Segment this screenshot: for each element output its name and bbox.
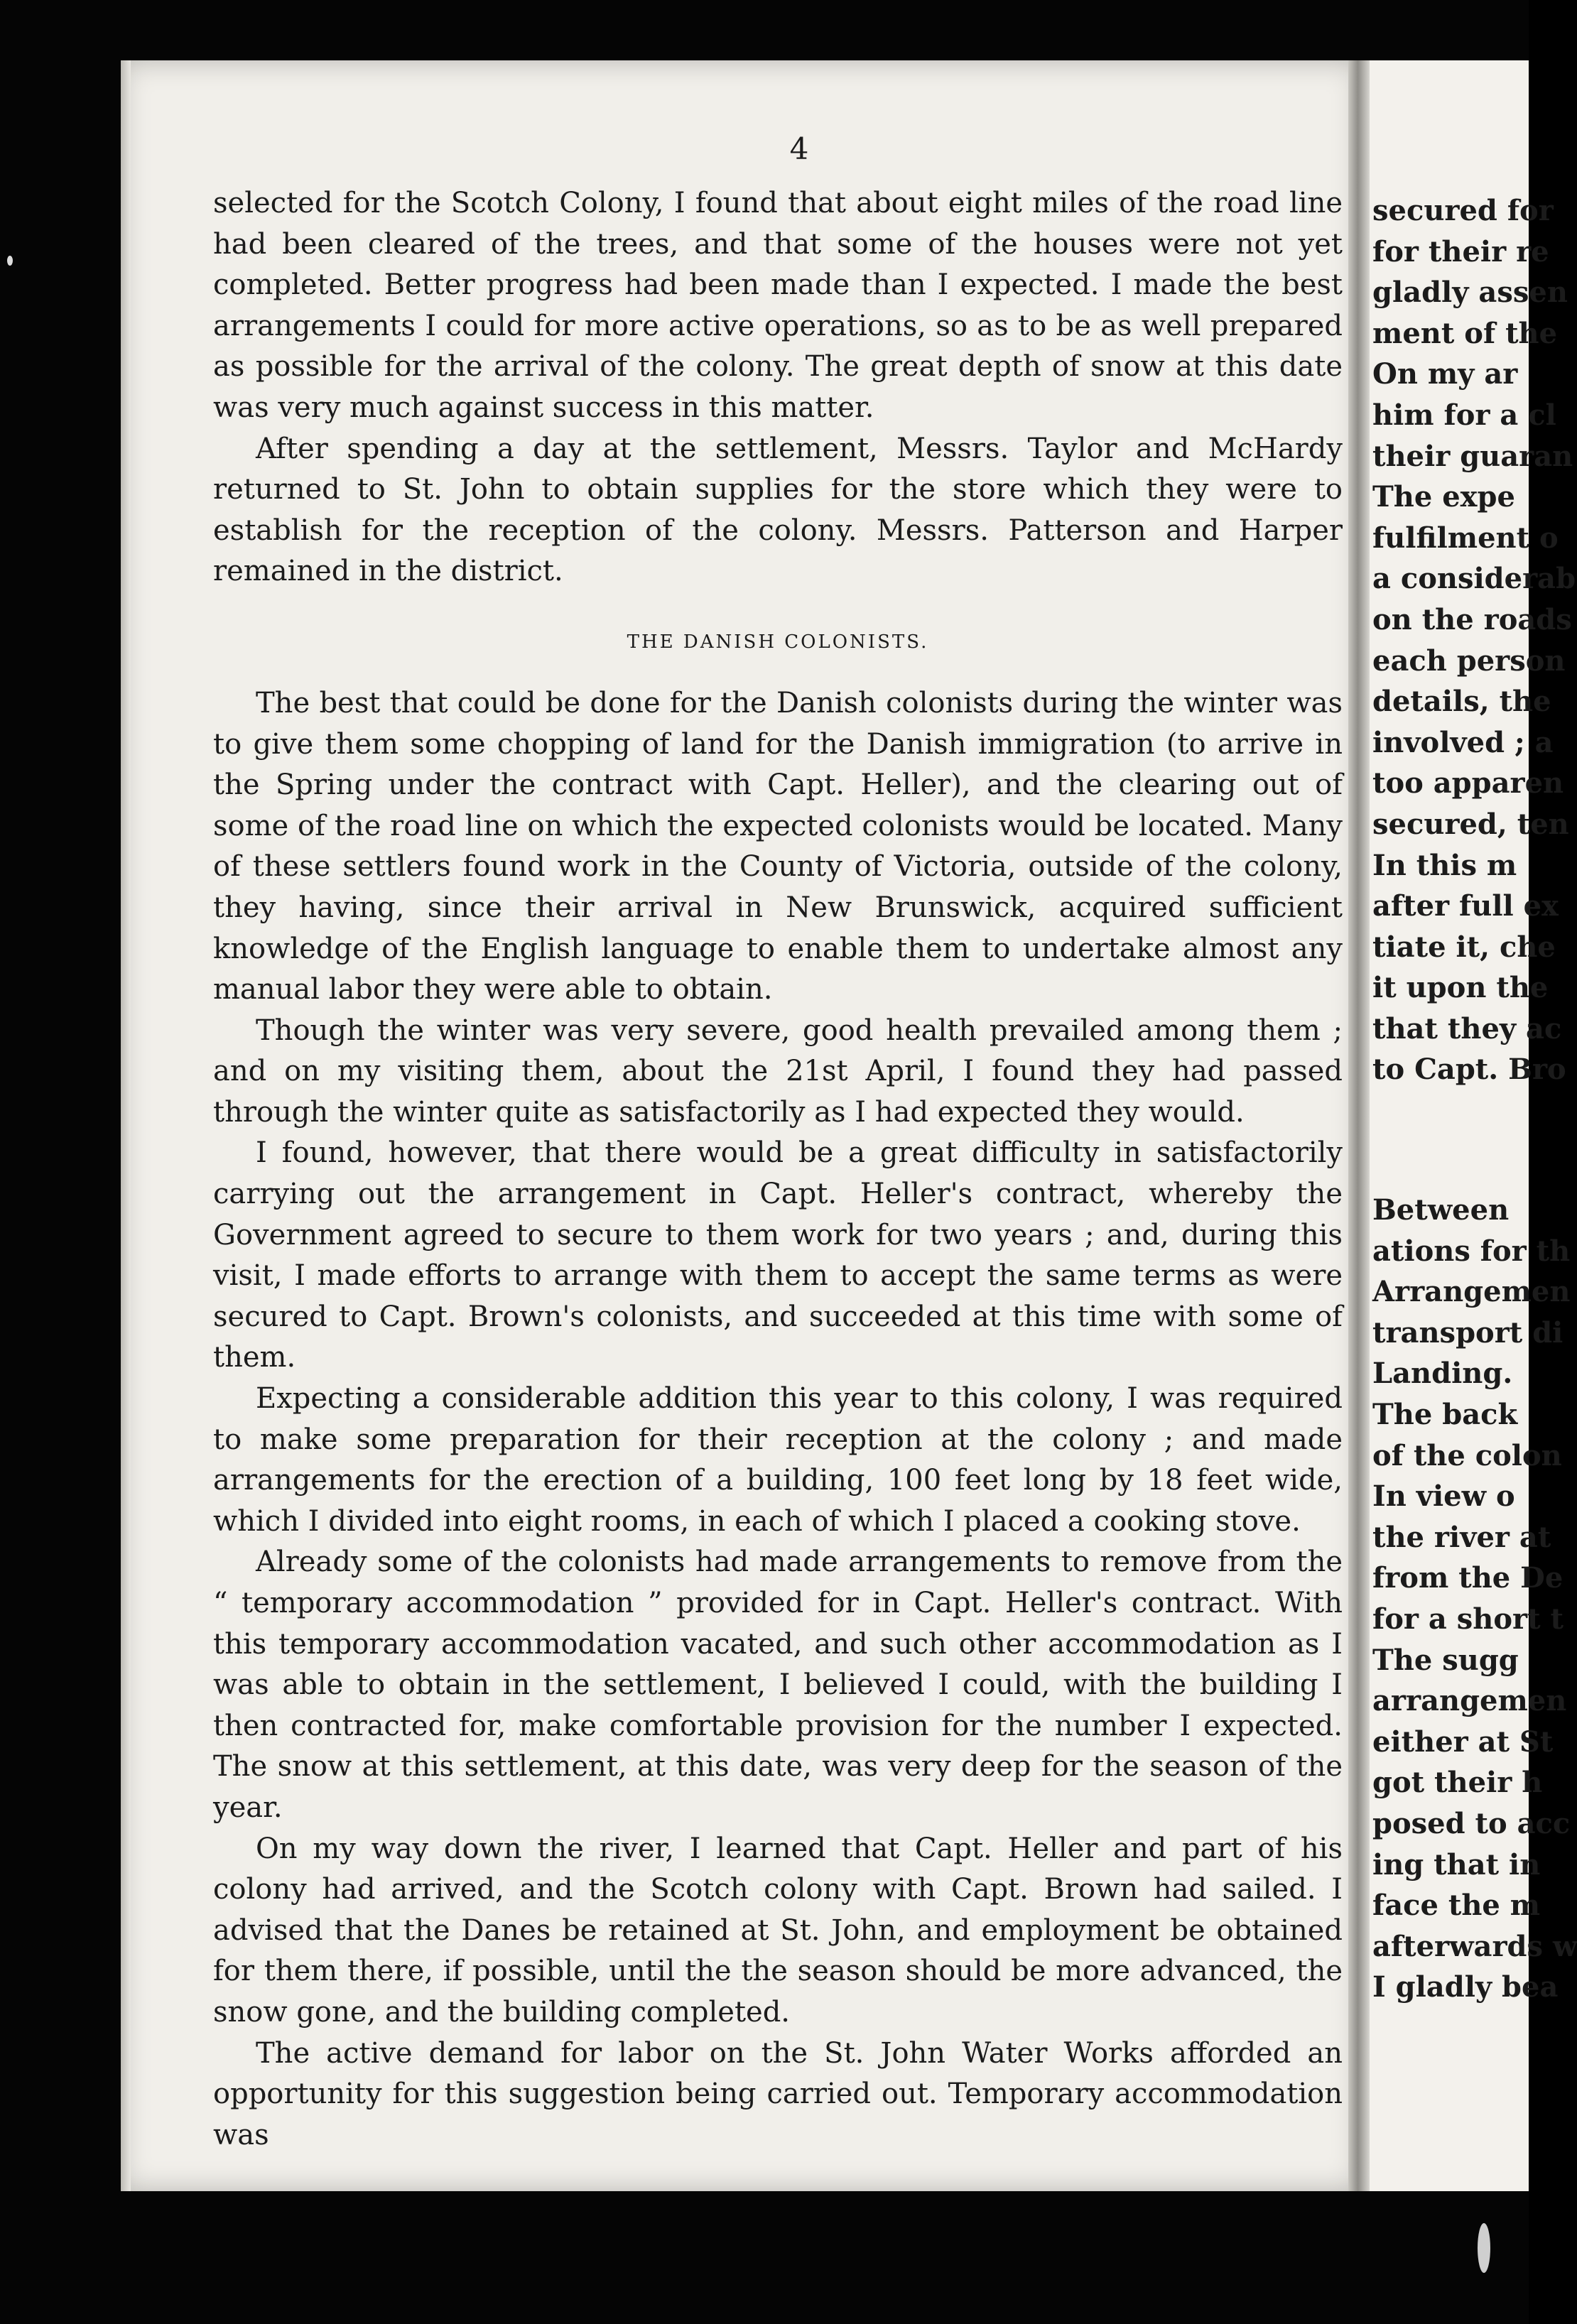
- facing-line: ment of the: [1372, 316, 1558, 350]
- paragraph: After spending a day at the settlement, Messrs. Taylor and McHardy returned to St. John to obtain supplies for the store which they were to establish for the reception of the colony. Messrs. Patterson and Harper remained in the district.: [213, 432, 1343, 588]
- facing-line: afterwards w: [1372, 1929, 1577, 1963]
- section-heading: THE DANISH COLONISTS.: [627, 631, 929, 653]
- facing-line: too apparen: [1372, 766, 1564, 800]
- paragraph: Expecting a considerable addition this year to this colony, I was required to make some preparation for their reception at the colony ; and made arrangements for the erection of a building, 100 feet long by 18 feet wide, which I divided into eight rooms, in each of which I placed a cooking stove.: [213, 1382, 1343, 1538]
- facing-line: from the De: [1372, 1561, 1564, 1595]
- facing-line: for their re: [1372, 234, 1549, 268]
- scan-speck: [1478, 2223, 1490, 2273]
- facing-line: Between: [1372, 1193, 1510, 1227]
- facing-line: their guaran: [1372, 439, 1573, 473]
- facing-line: a considerab: [1372, 562, 1576, 596]
- facing-line: to Capt. Bro: [1372, 1053, 1566, 1087]
- page-gutter: [1348, 60, 1370, 2191]
- facing-line: gladly assen: [1372, 276, 1568, 310]
- paragraph: Though the winter was very severe, good health prevailed among them ; and on my visiting them, about the 21st April, I found they had passed through the winter quite as satisfactorily as I had expected they would.: [213, 1014, 1343, 1129]
- page-number: 4: [789, 131, 809, 166]
- facing-line: secured for: [1372, 194, 1554, 227]
- facing-line: him for a cl: [1372, 398, 1556, 432]
- facing-line: got their h: [1372, 1766, 1543, 1800]
- facing-line: On my ar: [1372, 357, 1518, 391]
- paragraph: I found, however, that there would be a great difficulty in satisfactorily carrying out the arrangement in Capt. Heller's contract, whereby the Government agreed to secure to them work for two years ; and, during this visit, I made efforts to arrange with them to accept the same terms as were secured to Capt. Brown's colonists, and succeeded at this time with some of them.: [213, 1136, 1343, 1374]
- facing-line: secured, ten: [1372, 807, 1569, 841]
- facing-line: I gladly bea: [1372, 1970, 1559, 2004]
- page-body: [213, 183, 1343, 2156]
- facing-line: The sugg: [1372, 1643, 1519, 1677]
- facing-line: Landing.: [1372, 1357, 1513, 1391]
- facing-line: Arrangemen: [1372, 1275, 1571, 1309]
- facing-line: face the m: [1372, 1889, 1541, 1923]
- facing-line: for a short t: [1372, 1602, 1564, 1636]
- facing-line: ations for th: [1372, 1234, 1571, 1268]
- facing-line: tiate it, che: [1372, 930, 1556, 964]
- facing-gap: [1370, 1090, 1529, 1190]
- paragraph: The best that could be done for the Danish colonists during the winter was to give them some chopping of land for the Danish immigration (to arrive in the Spring under the contract with Capt. Heller), and the clearing out of some of the road line on which the expected colonists would be located. Many of these settlers found work in the County of Victoria, outside of the colony, they having, since their arrival in New Brunswick, acquired sufficient knowledge of the English language to enable them to undertake almost any manual labor they were able to obtain.: [213, 686, 1343, 1006]
- facing-line: details, the: [1372, 685, 1551, 719]
- facing-line: fulfilment o: [1372, 521, 1559, 555]
- facing-line: each person: [1372, 644, 1566, 678]
- facing-line: The expe: [1372, 480, 1515, 514]
- facing-line: after full ex: [1372, 889, 1559, 923]
- facing-line: that they ac: [1372, 1011, 1562, 1046]
- facing-line: of the colon: [1372, 1438, 1562, 1472]
- facing-line: the river at: [1372, 1520, 1551, 1554]
- paragraph: Already some of the colonists had made arrangements to remove from the “ temporary accommodation ” provided for in Capt. Heller's contract. With this temporary accommodation vacated, and such other accommodation as I was able to obtain in the settlement, I believed I could, with the building I then contracted for, make comfortable provision for the number I expected. The snow at this settlement, at this date, was very deep for the season of the year.: [213, 1546, 1343, 1824]
- facing-line: transport di: [1372, 1315, 1564, 1350]
- facing-line: posed to acc: [1372, 1806, 1571, 1840]
- paragraph: selected for the Scotch Colony, I found that about eight miles of the road line had been cleared of the trees, and that some of the houses were not yet completed. Better progress had been made than I expected. I made the best arrangements I could for more active operations, so as to be as well prepared as possible for the arrival of the colony. The great depth of snow at this date was very much against success in this matter.: [213, 187, 1343, 424]
- facing-line: In view o: [1372, 1479, 1515, 1514]
- facing-line: ing that in: [1372, 1847, 1541, 1882]
- facing-line: either at St: [1372, 1725, 1554, 1759]
- facing-line: involved ; a: [1372, 725, 1554, 759]
- facing-line: The back: [1372, 1398, 1518, 1432]
- facing-line: on the roads: [1372, 602, 1572, 636]
- facing-line: arrangemen: [1372, 1684, 1567, 1718]
- facing-page-text: [1370, 190, 1577, 2008]
- paragraph: The active demand for labor on the St. John Water Works afforded an opportunity for this suggestion being carried out. Temporary accommodation was: [213, 2036, 1343, 2151]
- scan-speck: [7, 256, 13, 266]
- facing-line: it upon the: [1372, 971, 1549, 1005]
- paragraph: On my way down the river, I learned that Capt. Heller and part of his colony had arrived, and the Scotch colony with Capt. Brown had sailed. I advised that the Danes be retained at St. John, and employment be obtained for them there, if possible, until the the season should be more advanced, the snow gone, and the building completed.: [213, 1832, 1343, 2029]
- facing-line: In this m: [1372, 848, 1517, 882]
